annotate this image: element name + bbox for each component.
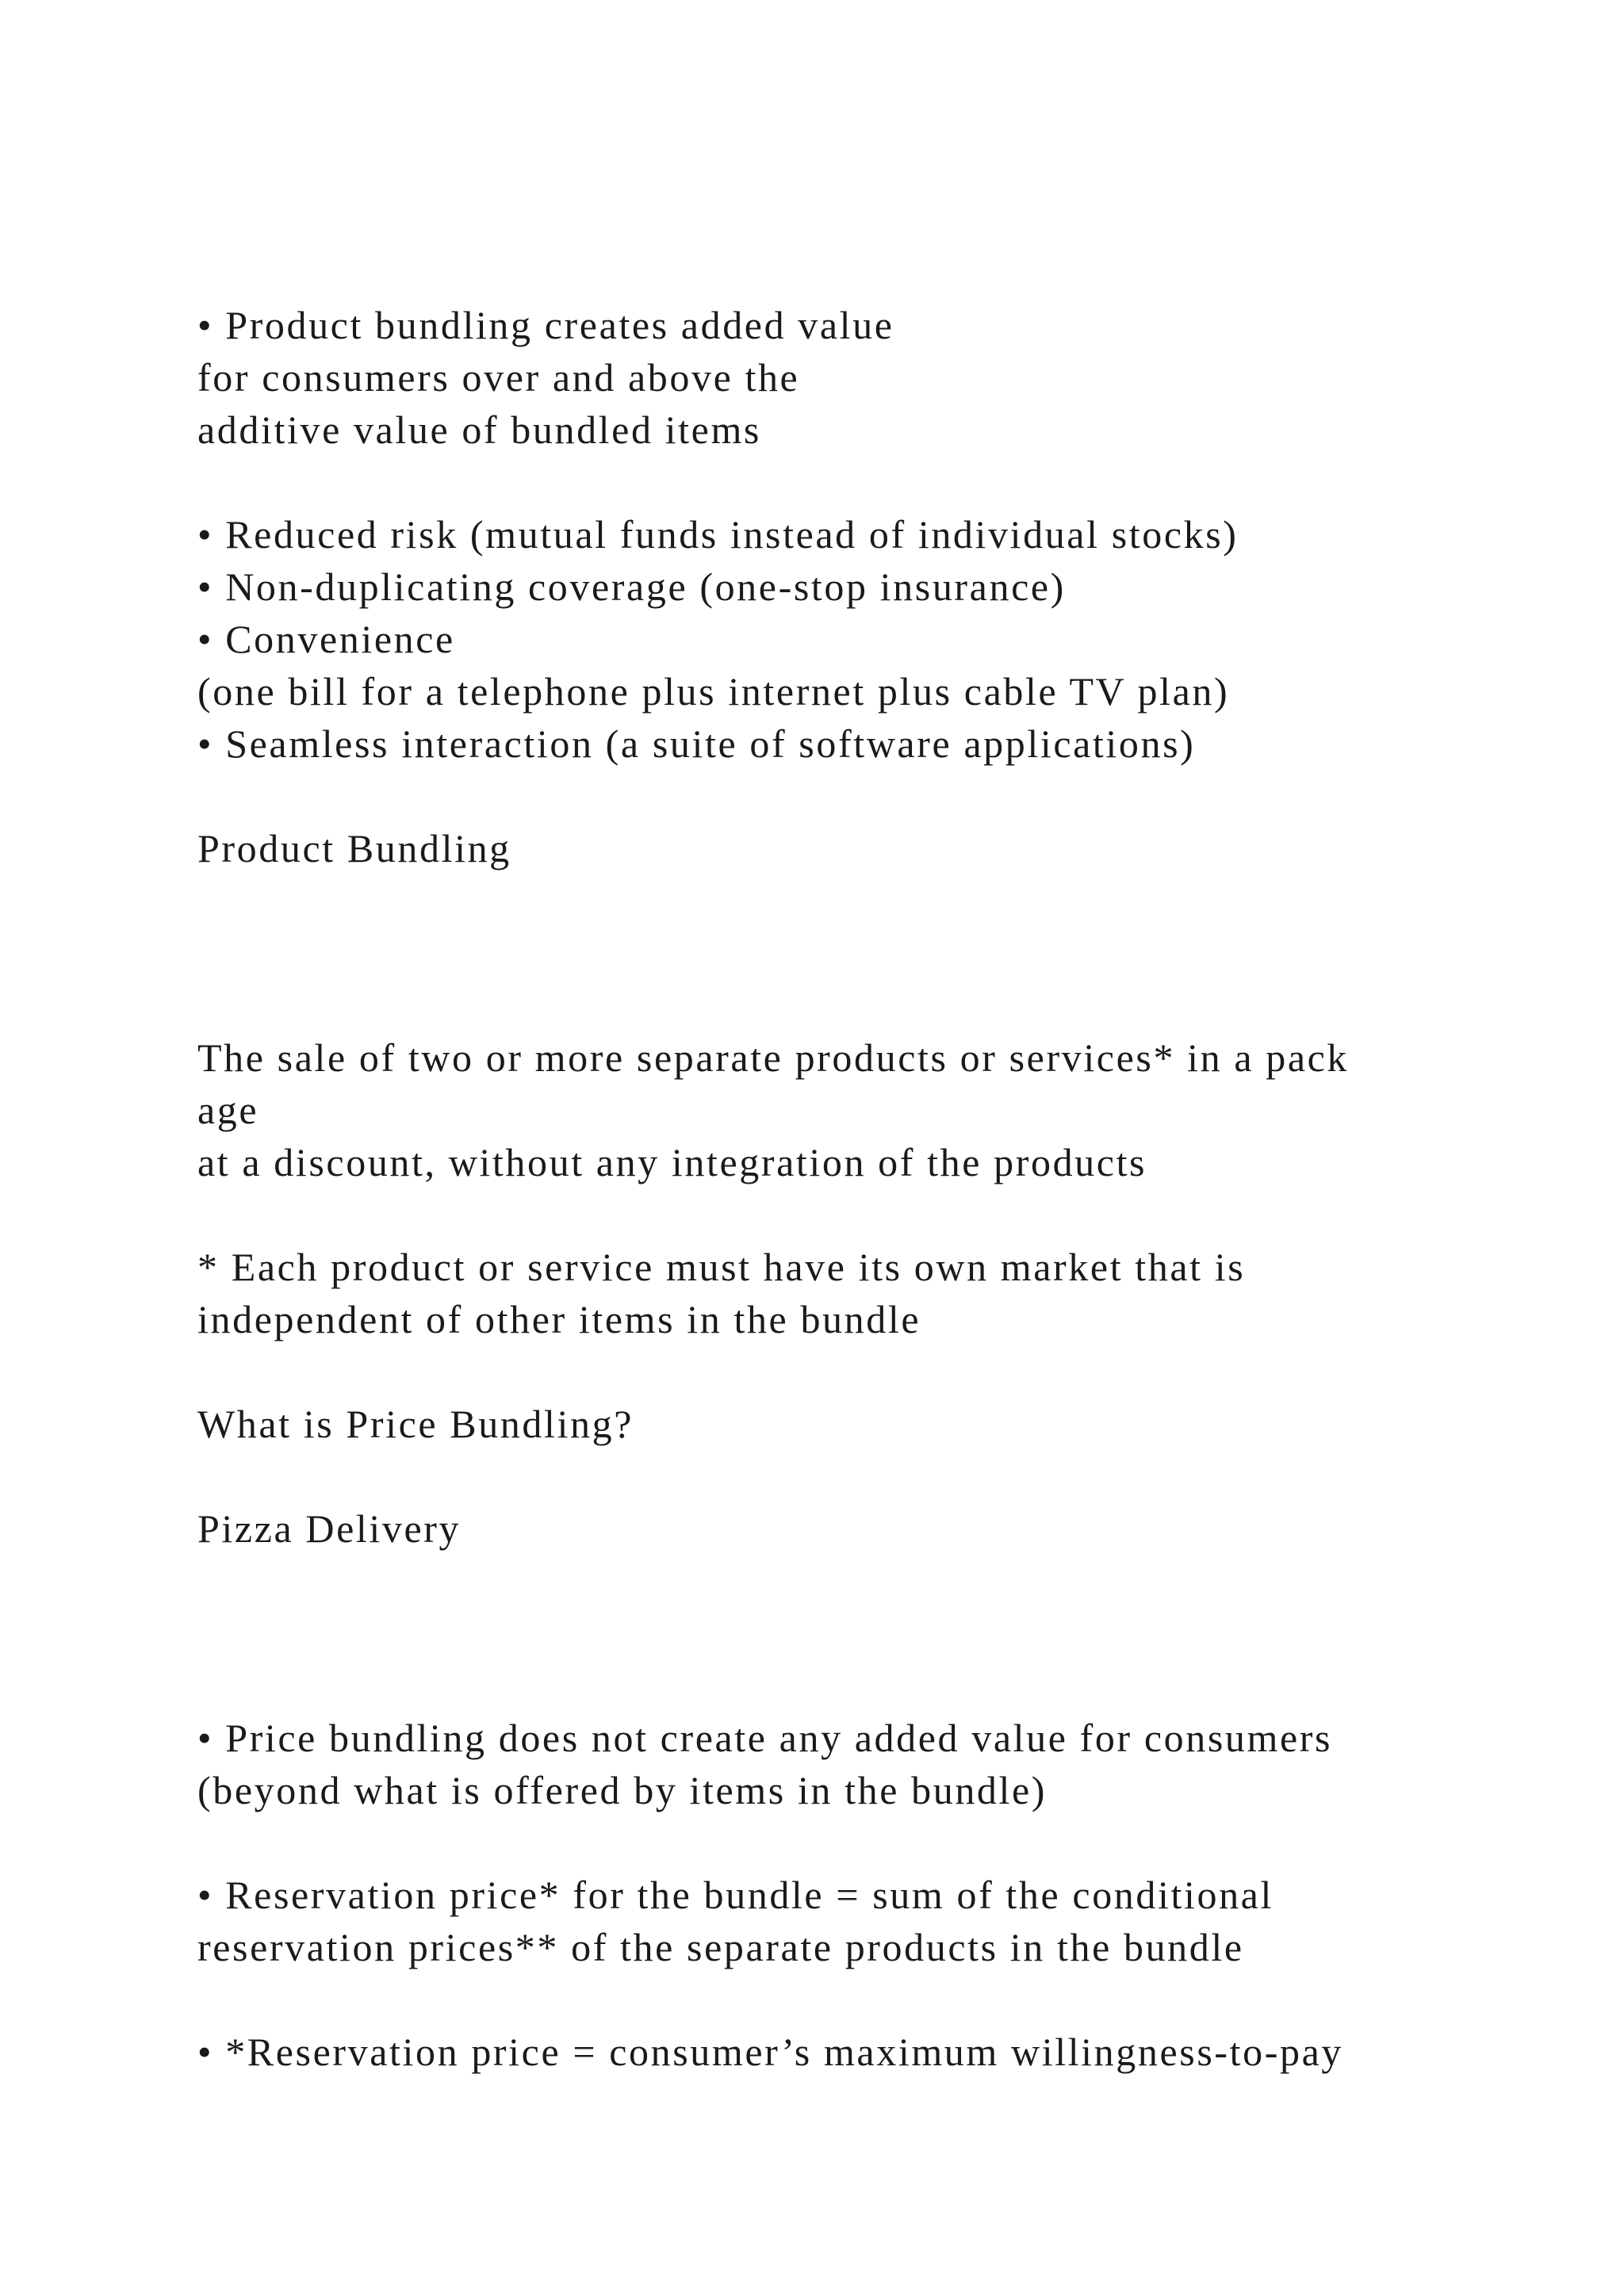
section-heading: Product Bundling [197,826,511,871]
text-line: age [197,1088,259,1132]
section-heading: What is Price Bundling? [197,1402,634,1446]
text-line: • Reservation price* for the bundle = sum of the conditional [197,1873,1274,1917]
text-line: • Price bundling does not create any added value for consumers [197,1716,1333,1760]
text-line: • *Reservation price = consumer’s maximum willingness-to-pay [197,2030,1343,2074]
text-line: additive value of bundled items [197,408,761,452]
text-line: (beyond what is offered by items in the bundle) [197,1768,1048,1812]
text-line: • Convenience [197,617,455,661]
text-line: * Each product or service must have its own market that is [197,1245,1246,1289]
text-line: • Product bundling creates added value [197,303,894,347]
text-line: independent of other items in the bundle [197,1297,921,1341]
text-line: for consumers over and above the [197,355,800,400]
text-line: • Reduced risk (mutual funds instead of individual stocks) [197,512,1239,557]
section-heading: Pizza Delivery [197,1506,462,1551]
text-line: reservation prices** of the separate products in the bundle [197,1925,1244,1969]
text-line: • Seamless interaction (a suite of software applications) [197,721,1196,766]
text-line: at a discount, without any integration of the products [197,1140,1147,1184]
text-line: The sale of two or more separate products or services* in a pack [197,1035,1350,1080]
text-line: • Non-duplicating coverage (one-stop insurance) [197,564,1066,609]
text-line: (one bill for a telephone plus internet plus cable TV plan) [197,669,1230,714]
